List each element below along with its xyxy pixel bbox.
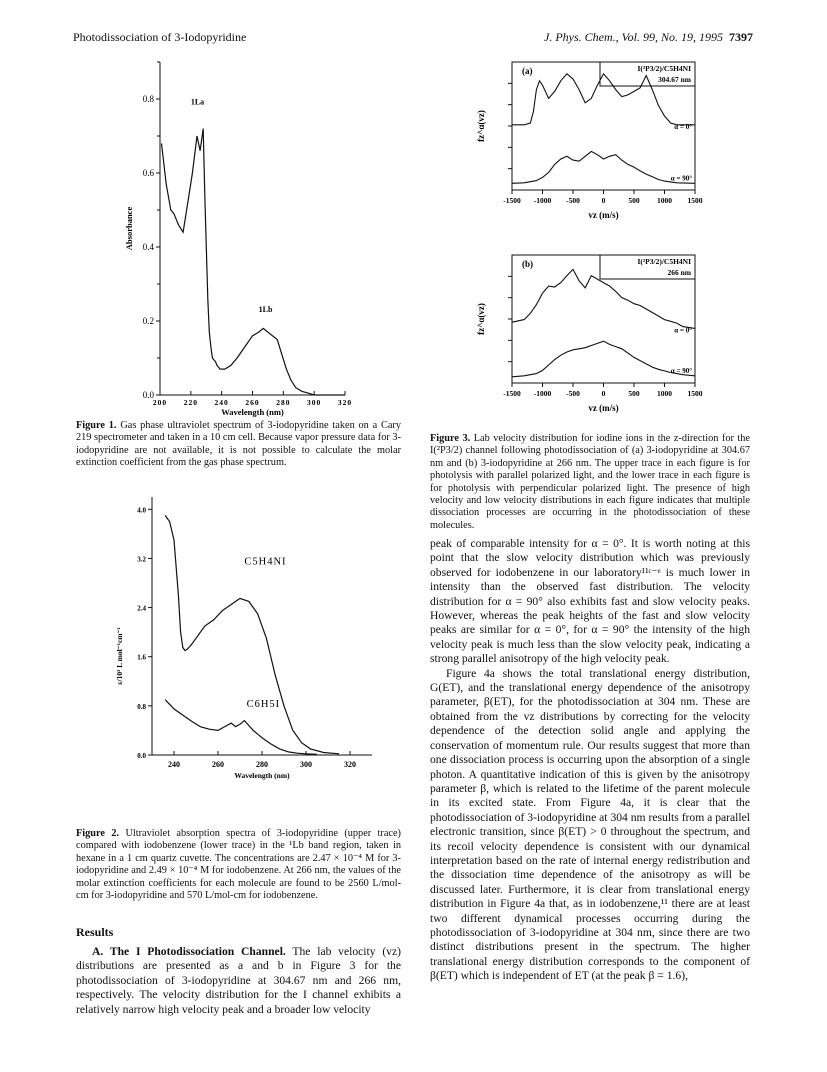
panel-label: (b) — [522, 259, 533, 269]
y-tick-label: 0.0 — [137, 752, 146, 760]
x-tick-label: 1000 — [657, 389, 672, 398]
series-alpha-90 — [512, 341, 695, 377]
annotation-1La: 1La — [190, 97, 205, 107]
x-tick-label: 1000 — [657, 196, 672, 205]
series-label-alpha-0: α = 0° — [674, 326, 692, 335]
running-head-title: Photodissociation of 3-Iodopyridine — [73, 30, 247, 44]
y-axis-label: fz^α(vz) — [476, 110, 486, 142]
x-axis-label: vz (m/s) — [588, 403, 619, 413]
x-tick-label: 300 — [307, 398, 322, 407]
x-tick-label: 320 — [344, 760, 356, 769]
panel-wavelength-label: 304.67 nm — [658, 75, 691, 84]
series-iodopyridine — [165, 515, 339, 753]
x-axis-label: Wavelength (nm) — [234, 771, 290, 780]
y-axis-label: ε/10³ L mol⁻¹cm⁻¹ — [115, 627, 124, 685]
x-tick-label: 0 — [601, 196, 606, 205]
series-iodobenzene — [165, 700, 317, 755]
x-tick-label: -1000 — [533, 196, 552, 205]
x-axis-label: vz (m/s) — [588, 210, 619, 220]
annotation-c5h4ni: C5H4NI — [244, 556, 287, 568]
y-tick-label: 0.8 — [137, 702, 146, 711]
y-axis-label: Absorbance — [124, 206, 134, 251]
y-tick-label: 0.8 — [142, 94, 154, 104]
figure3-chart — [470, 50, 710, 435]
panel-channel-label: I(²P3/2)/C5H4NI — [637, 257, 691, 266]
x-tick-label: -500 — [566, 389, 580, 398]
x-tick-label: 300 — [300, 760, 312, 769]
series-label-alpha-90: α = 90° — [670, 174, 692, 183]
results-right-paragraph-2: Figure 4a shows the total translational energy distribution, G(ET), and the translational energy dependence of the anisotropy parameter, β(ET), for the photodissociation at 304 nm. These are obtained from the vz distributions by correcting for the velocity dependence of the detection solid angle and applying the conservation of momentum rule. Our results suggest that more than one dissociation process is occurring upon the absorption of a single photon. A quantitative indication of this is given by the anisotropy parameter β, which is related to the lifetime of the parent molecule in its excited state. From Figure 4a, it is clear that the photodissociation of 3-iodopyridine at 304 nm results from a parallel electronic transition, since β(ET) > 0 throughout the spectrum, and its recoil velocity dependence is consistent with our dynamical interpretation based on the rate of internal energy redistribution and the dissociation time dependence of the anisotropy as will be discussed later. Furthermore, it is clear from translational energy distribution in Figure 4a that, as in iodobenzene,¹¹ there are at least two different dynamical processes occurring during the photodissociation of 3-iodopyridine at 304 nm, since there are two distinct distributions present in the spectrum. The higher translational energy distribution corresponds to the component of β(ET) which is independent of ET (at the peak β = 1.6), — [430, 666, 750, 983]
panel-label: (a) — [522, 66, 533, 76]
x-tick-label: 500 — [628, 389, 640, 398]
y-tick-label: 2.4 — [137, 604, 146, 613]
results-right-paragraph-1: peak of comparable intensity for α = 0°. It is worth noting at this point that the slow velocity distribution which was previously observed for iodobenzene in our laboratory¹¹ᶜ⁻ᵉ is much lower in intensity than the observed fast distribution. The velocity distribution for α = 90° also exhibits fast and slow velocity peaks. However, whereas the peak heights of the fast and slow velocity peaks are similar for α = 0°, for α = 90° the intensity of the high velocity peak is much less than the slow velocity peak, indicating a strong parallel anisotropy of the high velocity peak. — [430, 537, 750, 666]
y-tick-label: 0.2 — [142, 316, 154, 326]
absorbance-series — [162, 129, 346, 395]
series-label-alpha-90: α = 90° — [670, 366, 692, 375]
figure1-caption-label: Figure 1. — [76, 420, 117, 431]
x-tick-label: -1500 — [503, 196, 521, 205]
x-tick-label: 200 — [152, 398, 168, 407]
figure1-chart — [120, 50, 360, 420]
y-tick-label: 0.0 — [142, 390, 154, 400]
figure1-caption-text: Gas phase ultraviolet spectrum of 3-iodopyridine taken on a Cary 219 spectrometer and taken in a 10 cm cell. Because vapor pressure data for 3-iodopyridine are not available, it is not possible to calculate the molar extinction coefficient from the gas phase spectrum. — [76, 420, 402, 469]
figure2-caption-label: Figure 2. — [76, 828, 120, 839]
figure1-caption — [76, 420, 401, 470]
results-left-paragraph: The lab velocity (vz) distributions are presented as a and b in Figure 3 for the photodissociation of 3-iodopyridine at 304.67 nm and 266 nm, respectively. The velocity distribution for the I channel exhibits a relatively narrow high velocity peak and a broader low velocity — [76, 945, 401, 1016]
x-tick-label: 500 — [628, 196, 640, 205]
figure3-caption-text: Lab velocity distribution for iodine ions in the z-direction for the I(²P3/2) channel following photodissociation of (a) 3-iodopyridine at 304.67 nm and (b) 3-iodopyridine at 266 nm. The upper trace in each figure is for photolysis with parallel polarized light, and the lower trace in each figure is for photolysis with perpendicular polarized light. The presence of high velocity and low velocity distributions in each figure indicates that multiple dissociation processes are occurring in the photodissociation of these molecules. — [430, 433, 750, 531]
x-tick-label: -500 — [566, 196, 580, 205]
y-tick-label: 4.0 — [137, 506, 146, 515]
results-left-text — [76, 945, 401, 1017]
y-tick-label: 1.6 — [137, 653, 146, 662]
x-tick-label: 260 — [212, 760, 224, 769]
results-heading: Results — [76, 925, 114, 939]
page-number: 7397 — [729, 30, 753, 44]
annotation-c6h5i: C6H5I — [246, 699, 281, 711]
figure3-caption-label: Figure 3. — [430, 433, 471, 444]
x-tick-label: 220 — [183, 398, 198, 407]
x-tick-label: 1500 — [687, 389, 703, 398]
results-right-text — [430, 537, 750, 984]
panel-channel-label: I(²P3/2)/C5H4NI — [637, 64, 691, 73]
x-tick-label: 280 — [276, 398, 291, 407]
x-tick-label: -1500 — [503, 389, 521, 398]
x-tick-label: 280 — [256, 760, 268, 769]
results-subheading: A. The I Photodissociation Channel. — [92, 945, 286, 958]
x-tick-label: 240 — [168, 760, 180, 769]
panel-wavelength-label: 266 nm — [667, 268, 691, 277]
x-tick-label: 0 — [601, 389, 606, 398]
x-axis-label: Wavelength (nm) — [221, 407, 284, 417]
y-axis-label: fz^α(vz) — [476, 303, 486, 335]
figure2-chart — [110, 485, 390, 825]
x-tick-label: 320 — [337, 398, 353, 407]
series-alpha-90 — [512, 151, 695, 183]
figure2-caption — [76, 828, 401, 902]
figure3-caption — [430, 433, 750, 532]
figure2-caption-text: Ultraviolet absorption spectra of 3-iodopyridine (upper trace) compared with iodobenzene (lower trace) in the ¹Lb band region, taken in hexane in a 1 cm quartz cuvette. The concentrations are 2.47 × 10⁻⁴ M for 3-iodopyridine and 2.49 × 10⁻⁴ M for iodobenzene. At 266 nm, the values of the molar extinction coefficients for each molecule are found to be 2560 L/mol-cm for 3-iodopyridine and 570 L/mol-cm for iodobenzene. — [76, 828, 401, 902]
journal-citation: J. Phys. Chem., Vol. 99, No. 19, 1995 — [544, 30, 723, 44]
y-tick-label: 3.2 — [137, 555, 146, 564]
y-tick-label: 0.6 — [142, 168, 154, 178]
x-tick-label: 240 — [214, 398, 229, 407]
x-tick-label: 1500 — [687, 196, 703, 205]
running-head-journal — [544, 30, 753, 45]
series-label-alpha-0: α = 0° — [674, 122, 692, 131]
x-tick-label: 260 — [245, 398, 260, 407]
x-tick-label: -1000 — [533, 389, 552, 398]
annotation-1Lb: 1Lb — [258, 304, 273, 314]
y-tick-label: 0.4 — [142, 242, 154, 252]
